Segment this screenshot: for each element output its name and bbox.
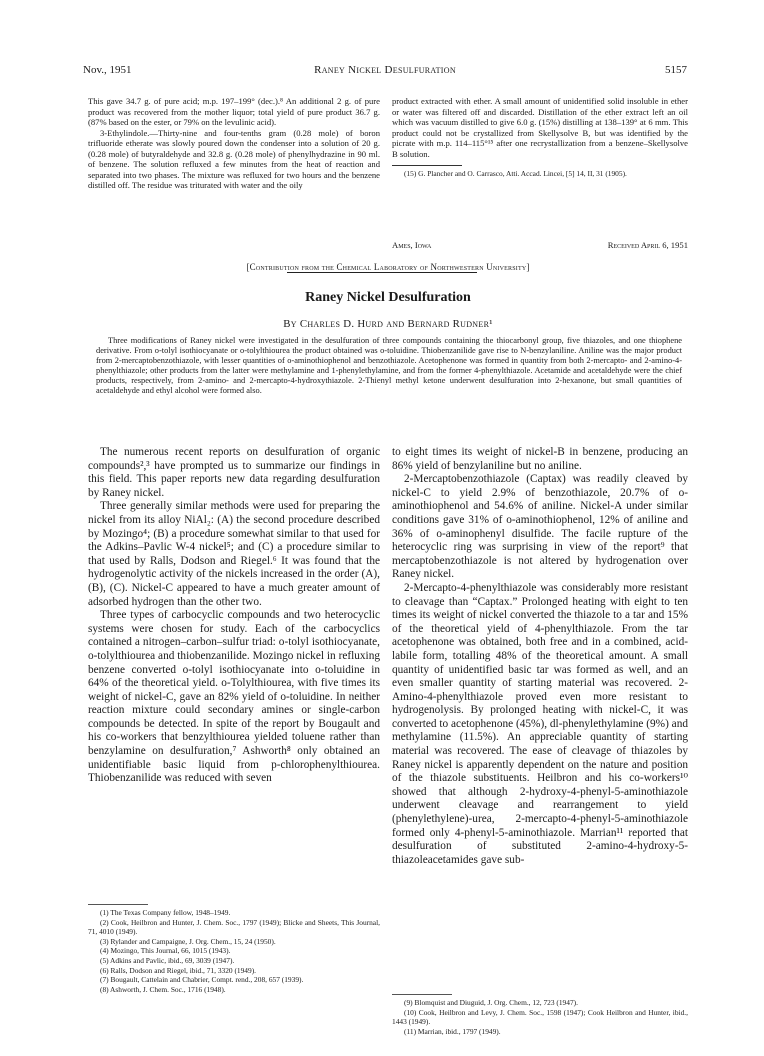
article-authors: By Charles D. Hurd and Bernard Rudner¹ bbox=[283, 318, 493, 330]
footnote: (8) Ashworth, J. Chem. Soc., 1716 (1948). bbox=[100, 984, 226, 994]
header-date: Nov., 1951 bbox=[83, 64, 132, 76]
footnotes-right bbox=[392, 994, 688, 1036]
abstract: Three modifications of Raney nickel were investigated in the desulfuration of three compounds containing the thiocarbonyl group, five thiazoles, and one thiophene derivative. From o-tolyl isothiocyanate or o-tolylthiourea the product obtained was o-toluidine. Thiobenzanilide gave rise to N-benzylaniline. Aniline was the major product from 2-mercaptobenzothiazole, with lesser quantities of o-aminothiophenol and benzothiazole. Acetophenone was formed in quantity from both 2-mercapto- and 2-amino-4-phenylthiazole; other products from the latter were methylamine and 1-phenylethylamine, and from the former 4-phenylthiazole. Acetamide and acetaldehyde were the chief products, respectively, from 2-amino- and 2-mercapto-4-hydroxythiazole. 2-Thienyl methyl ketone underwent desulfuration into 2-hexanone, but small quantities of acetaldehyde and ethyl alcohol were formed also. bbox=[96, 336, 682, 396]
body-left-column bbox=[88, 446, 380, 786]
footnote-rule bbox=[88, 904, 148, 905]
paragraph: Three types of carbocyclic compounds and two heterocyclic systems were chosen for study. Each of the carbocyclics contained a nitrogen–carbon–sulfur triad: o-tolyl isothiocyanate, o-tolylthiourea and thiobenzanilide. Mozingo nickel in refluxing benzene converted o-tolyl isothiocyanate into o-toluidine in 64% of the theoretical yield. o-Tolylthiourea, with five times its weight of nickel-C, gave an 82% yield of o-toluidine. In neither reaction mixture could secondary amines or single-carbon compounds be detected. In spite of the report by Bougault and his co-workers that benzylthiourea yielded toluene rather than benzylamine on desulfuration,⁷ Ashworth⁸ only obtained an unidentifiable basic liquid from p-chlorophenylthiourea. Thiobenzanilide was reduced with seven bbox=[88, 609, 380, 785]
paragraph: 2-Mercaptobenzothiazole (Captax) was readily cleaved by nickel-C to yield 2.9% of benzothiazole, 20.7% of o-aminothiophenol and 54.6% of aniline. Nickel-A under similar conditions gave 31% of o-aminothiophenol, 12% of aniline and 36% of o-aminophenyl disulfide. The facile rupture of the heterocyclic ring was surprising in view of the report⁹ that mercaptobenzothiazole is not altered by hydrogenation over Raney nickel. bbox=[392, 473, 688, 581]
body-right-column bbox=[392, 446, 688, 867]
previous-article-left-column bbox=[88, 96, 380, 191]
footnote: (4) Mozingo, This Journal, 66, 1015 (1943). bbox=[100, 946, 231, 956]
footnote: (6) Ralls, Dodson and Riegel, ibid., 71, 3320 (1949). bbox=[100, 965, 257, 975]
author-location: Ames, Iowa bbox=[392, 240, 432, 250]
paragraph: 3-Ethylindole.—Thirty-nine and four-tenths gram (0.28 mole) of boron trifluoride etherate was slowly poured down the condenser into a solution of 20 g. (0.28 mole) of butyraldehyde and 32.8 g. (0.28 mole) of phenylhydrazine in 90 ml. of benzene. The solution refluxed a few minutes from the heat of reaction and separated into two phases. The mixture was refluxed for two hours and the benzene distilled off. The residue was triturated with water and the oily bbox=[88, 127, 380, 190]
footnote: (3) Rylander and Campaigne, J. Org. Chem., 15, 24 (1950). bbox=[100, 936, 276, 946]
footnote: (7) Bougault, Cattelain and Chabrier, Compt. rend., 208, 657 (1939). bbox=[100, 975, 304, 985]
paragraph: to eight times its weight of nickel-B in benzene, producing an 86% yield of benzylaniline but no aniline. bbox=[392, 446, 688, 472]
footnote-rule bbox=[392, 165, 462, 166]
footnote-rule bbox=[392, 994, 452, 995]
contribution-line: [Contribution from the Chemical Laboratory of Northwestern University] bbox=[246, 262, 530, 272]
previous-article-right-column bbox=[392, 96, 688, 179]
paragraph: The numerous recent reports on desulfuration of organic compounds²,³ have prompted us to summarize our findings in this field. This paper reports new data regarding desulfuration by Raney nickel. bbox=[88, 446, 380, 499]
article-title: Raney Nickel Desulfuration bbox=[305, 290, 471, 305]
paragraph: Three generally similar methods were used for preparing the nickel from its alloy NiAl₂: (A) the second procedure described by Mozingo⁴; (B) a procedure somewhat similar to that used for the Adkins–Pavlic W-4 nickel⁵; and (C) a procedure similar to that used by Ralls, Dodson and Riegel.⁶ It was found that the hydrogenolytic activity of the nickels increased in the order (A), (B), (C). Nickel-C appeared to have a much greater amount of adsorbed hydrogen than the other two. bbox=[88, 500, 380, 608]
footnotes-left bbox=[88, 904, 380, 994]
paragraph: This gave 34.7 g. of pure acid; m.p. 197–199° (dec.).⁸ An additional 2 g. of pure product was recovered from the mother liquor; total yield of pure product 36.7 g. (87% based on the ester, or 79% on the levulinic acid). bbox=[88, 96, 380, 127]
footnote: (10) Cook, Heilbron and Levy, J. Chem. Soc., 1598 (1947); Cook Heilbron and Hunter, ibid., 1443 (1949). bbox=[392, 1007, 688, 1027]
footnote: (15) G. Plancher and O. Carrasco, Atti. Accad. Lincei, [5] 14, II, 31 (1905). bbox=[404, 169, 627, 178]
footnote: (9) Blomquist and Diuguid, J. Org. Chem., 12, 723 (1947). bbox=[404, 998, 578, 1007]
paragraph: product extracted with ether. A small amount of unidentified solid insoluble in ether or water was filtered off and discarded. Distillation of the ether extract left an oil which was vacuum distilled to give 6.0 g. (15%) distilling at 138–139° at 6 mm. This product could not be crystallized from Skellysolve B, but was identified by the picrate with m.p. 114–115°¹⁵ after one recrystallization from a benzene–Skellysolve B solution. bbox=[392, 96, 688, 159]
header-title: Raney Nickel Desulfuration bbox=[314, 64, 456, 76]
paragraph: 2-Mercapto-4-phenylthiazole was considerably more resistant to cleavage than “Captax.” Prolonged heating with eight to ten times its weight of nickel converted the thiazole to a tar and 15% of the theoretical yield of 4-phenylthiazole. From the tar acetophenone was obtained, both free and in a combined, acid-labile form, totalling 48% of the theoretical amount. A small quantity of unidentified basic tar was formed as well, and an even smaller quantity of starting material was recovered. 2-Amino-4-phenylthiazole proved even more resistant to hydrogenolysis. By prolonged heating with nickel-C, it was converted to acetophenone (45%), dl-phenylethylamine (9%) and methylamine (11.5%). An appreciable quantity of starting material was recovered. The ease of cleavage of thiazoles by Raney nickel is apparently dependent on the nature and position of the thiazole substituents. Heilbron and his co-workers¹⁰ showed that although 2-hydroxy-4-phenyl-5-aminothiazole underwent cleavage and rearrangement to yield (phenylethylene)-urea, 2-mercapto-4-phenyl-5-aminothiazole formed only 4-phenyl-5-aminothiazole. Marrian¹¹ reported that desulfuration of substituted 2-amino-4-hydroxy-5-thiazoleacetamides gave sub- bbox=[392, 581, 688, 866]
article-separator bbox=[287, 272, 477, 273]
running-header bbox=[83, 64, 687, 80]
footnote: (5) Adkins and Pavlic, ibid., 69, 3039 (1947). bbox=[100, 955, 235, 965]
received-date: Received April 6, 1951 bbox=[607, 240, 688, 250]
footnote: (2) Cook, Heilbron and Hunter, J. Chem. Soc., 1797 (1949); Blicke and Sheets, This Journal, 71, 4010 (1949). bbox=[88, 917, 380, 937]
header-page-number: 5157 bbox=[665, 64, 687, 76]
footnote: (1) The Texas Company fellow, 1948–1949. bbox=[100, 908, 231, 917]
footnote: (11) Marrian, ibid., 1797 (1949). bbox=[404, 1026, 501, 1036]
